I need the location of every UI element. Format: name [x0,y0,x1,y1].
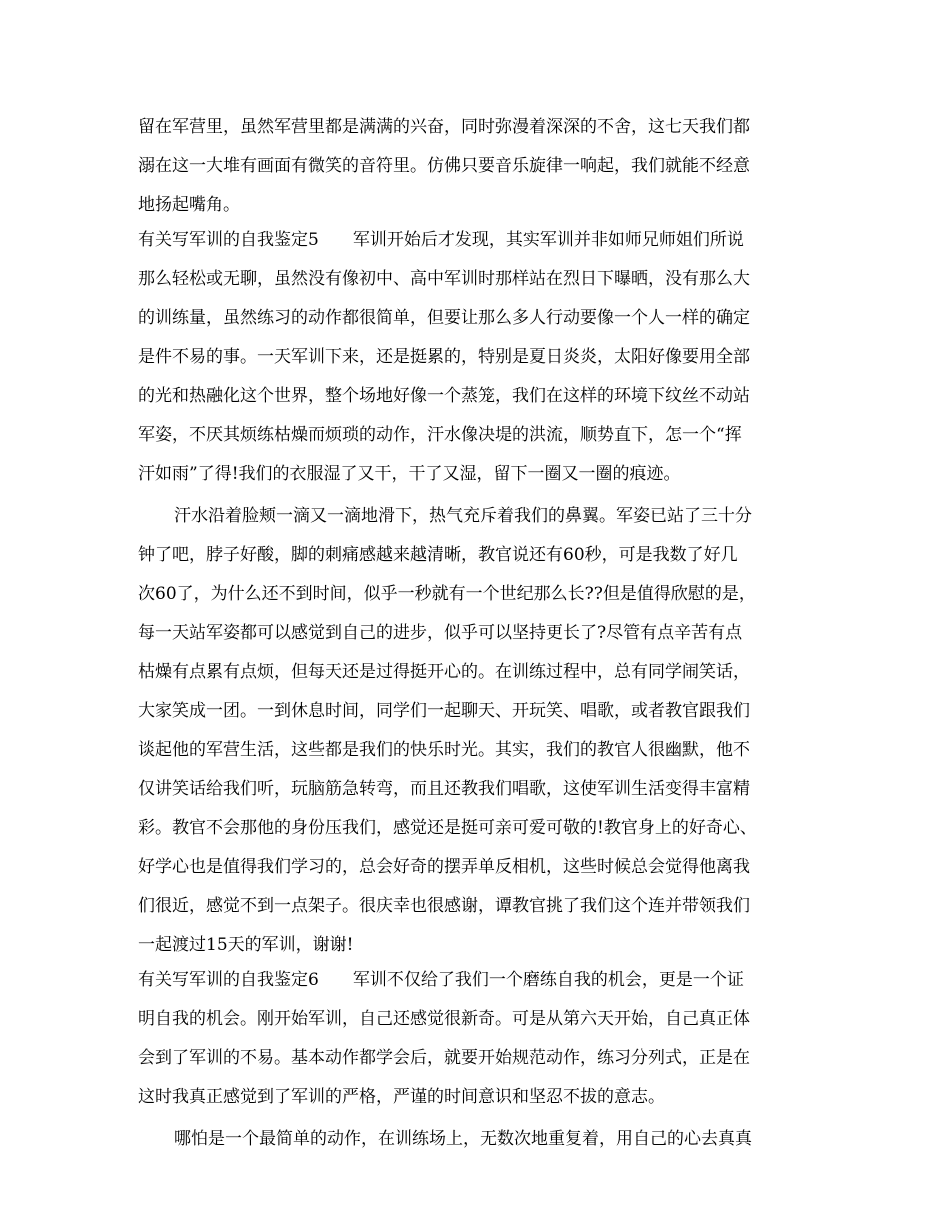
text-line: 次60了，为什么还不到时间，似乎一秒就有一个世纪那么长??但是值得欣慰的是， [138,584,756,604]
text-line: 的训练量，虽然练习的动作都很简单，但要让那么多人行动要像一个人一样的确定 [138,308,750,328]
paragraph-first-line: 汗水沿着脸颊一滴又一滴地滑下，热气充斥着我们的鼻翼。军姿已站了三十分 [174,506,752,526]
text-line: 们很近，感觉不到一点架子。很庆幸也很感谢，谭教官挑了我们这个连并带领我们 [138,896,750,916]
text-line: 这时我真正感觉到了军训的严格，严谨的时间意识和坚忍不拔的意志。 [138,1087,665,1107]
text-line: 是件不易的事。一天军训下来，还是挺累的，特别是夏日炎炎，太阳好像要用全部 [138,347,750,367]
text-line: 会到了军训的不易。基本动作都学会后，就要开始规范动作，练习分列式，正是在 [138,1048,750,1068]
section-heading-line: 有关写军训的自我鉴定6 军训不仅给了我们一个磨练自我的机会，更是一个证 [138,970,744,990]
text-line: 明自我的机会。刚开始军训，自己还感觉很新奇。可是从第六天开始，自己真正体 [138,1009,750,1029]
text-line: 地扬起嘴角。 [138,195,240,215]
text-line: 大家笑成一团。一到休息时间，同学们一起聊天、开玩笑、唱歌，或者教官跟我们 [138,701,750,721]
text-line: 钟了吧，脖子好酸，脚的刺痛感越来越清晰，教官说还有60秒，可是我数了好几 [138,545,738,565]
text-line: 一起渡过15天的军训，谢谢! [138,935,354,955]
text-line: 的光和热融化这个世界，整个场地好像一个蒸笼，我们在这样的环境下纹丝不动站 [138,386,750,406]
text-line: 谈起他的军营生活，这些都是我们的快乐时光。其实，我们的教官人很幽默，他不 [138,740,750,760]
text-line: 留在军营里，虽然军营里都是满满的兴奋，同时弥漫着深深的不舍，这七天我们都 [138,117,750,137]
text-line: 那么轻松或无聊，虽然没有像初中、高中军训时那样站在烈日下曝晒，没有那么大 [138,269,750,289]
paragraph-first-line: 哪怕是一个最简单的动作，在训练场上，无数次地重复着，用自己的心去真真 [174,1129,752,1149]
text-line: 每一天站军姿都可以感觉到自己的进步，似乎可以坚持更长了?尽管有点辛苦有点 [138,623,743,643]
text-line: 仅讲笑话给我们听，玩脑筋急转弯，而且还教我们唱歌，这使军训生活变得丰富精 [138,779,750,799]
text-line: 军姿，不厌其烦练枯燥而烦琐的动作，汗水像决堤的洪流，顺势直下，怎一个“挥 [138,425,742,445]
section-heading-line: 有关写军训的自我鉴定5 军训开始后才发现，其实军训并非如师兄师姐们所说 [138,230,744,250]
text-line: 好学心也是值得我们学习的，总会好奇的摆弄单反相机，这些时候总会觉得他离我 [138,857,750,877]
text-line: 溺在这一大堆有画面有微笑的音符里。仿佛只要音乐旋律一响起，我们就能不经意 [138,156,750,176]
text-line: 汗如雨”了得!我们的衣服湿了又干，干了又湿，留下一圈又一圈的痕迹。 [138,464,681,484]
text-line: 彩。教官不会那他的身份压我们，感觉还是挺可亲可爱可敬的!教官身上的好奇心、 [138,818,757,838]
text-line: 枯燥有点累有点烦，但每天还是过得挺开心的。在训练过程中，总有同学闹笑话， [138,662,750,682]
